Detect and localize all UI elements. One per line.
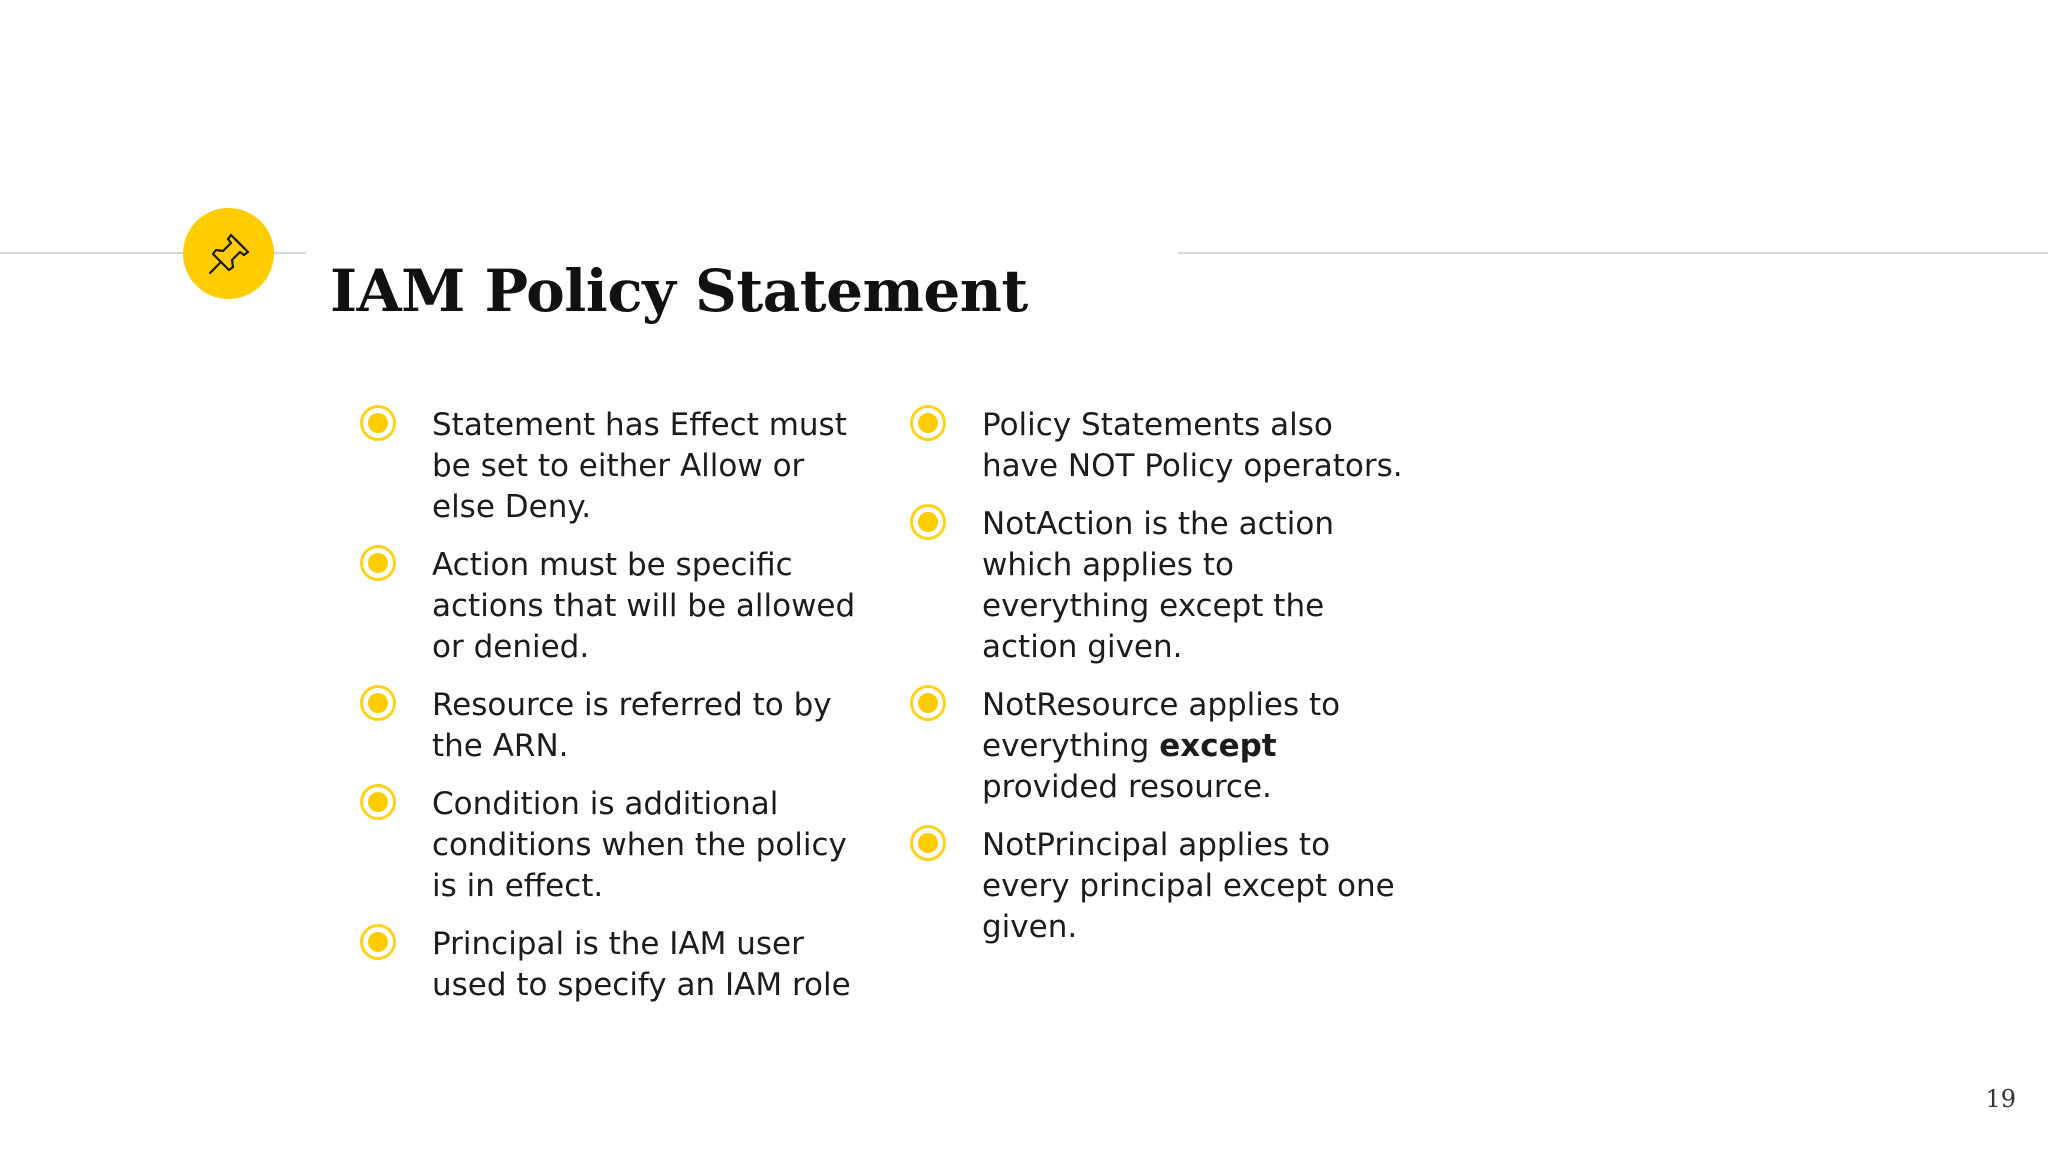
page-number: 19 (1985, 1085, 2016, 1113)
list-item (356, 685, 856, 767)
bullet-icon (910, 504, 946, 540)
list-item-text: Statement has Effect must be set to either Allow or else Deny. (432, 407, 847, 525)
list-item-text: Principal is the IAM user used to specify an IAM role (432, 926, 851, 1003)
bullet-icon (910, 825, 946, 861)
title-rule-right (1178, 252, 2048, 254)
bullet-icon (360, 685, 396, 721)
right-bullet-list (906, 405, 1406, 965)
bullet-icon (360, 405, 396, 441)
list-item-text: Condition is additional conditions when the policy is in effect. (432, 786, 847, 904)
bullet-icon (910, 685, 946, 721)
list-item-text: Action must be specific actions that will be allowed or denied. (432, 547, 856, 665)
list-item-text-part: provided resource. (982, 769, 1272, 805)
bullet-icon (360, 924, 396, 960)
list-item-text: Policy Statements also have NOT Policy operators. (982, 407, 1403, 484)
pushpin-icon (183, 208, 274, 299)
list-item-text-part: NotResource applies to everything (982, 687, 1341, 764)
bullet-icon (360, 784, 396, 820)
list-item (356, 784, 856, 907)
bullet-icon (910, 405, 946, 441)
list-item-text: NotPrincipal applies to every principal except one given. (982, 827, 1395, 945)
left-bullet-list (356, 405, 856, 1023)
bullet-icon (360, 545, 396, 581)
list-item (356, 405, 856, 528)
list-item-text: NotAction is the action which applies to everything except the action given. (982, 506, 1335, 665)
list-item-text: Resource is referred to by the ARN. (432, 687, 832, 764)
list-item (906, 685, 1406, 808)
list-item (356, 545, 856, 668)
list-item-text (982, 685, 1406, 808)
list-item (906, 825, 1406, 948)
emphasis-text: except (1159, 728, 1277, 764)
slide-title: IAM Policy Statement (330, 256, 1028, 325)
list-item (906, 504, 1406, 668)
list-item (356, 924, 856, 1006)
list-item (906, 405, 1406, 487)
